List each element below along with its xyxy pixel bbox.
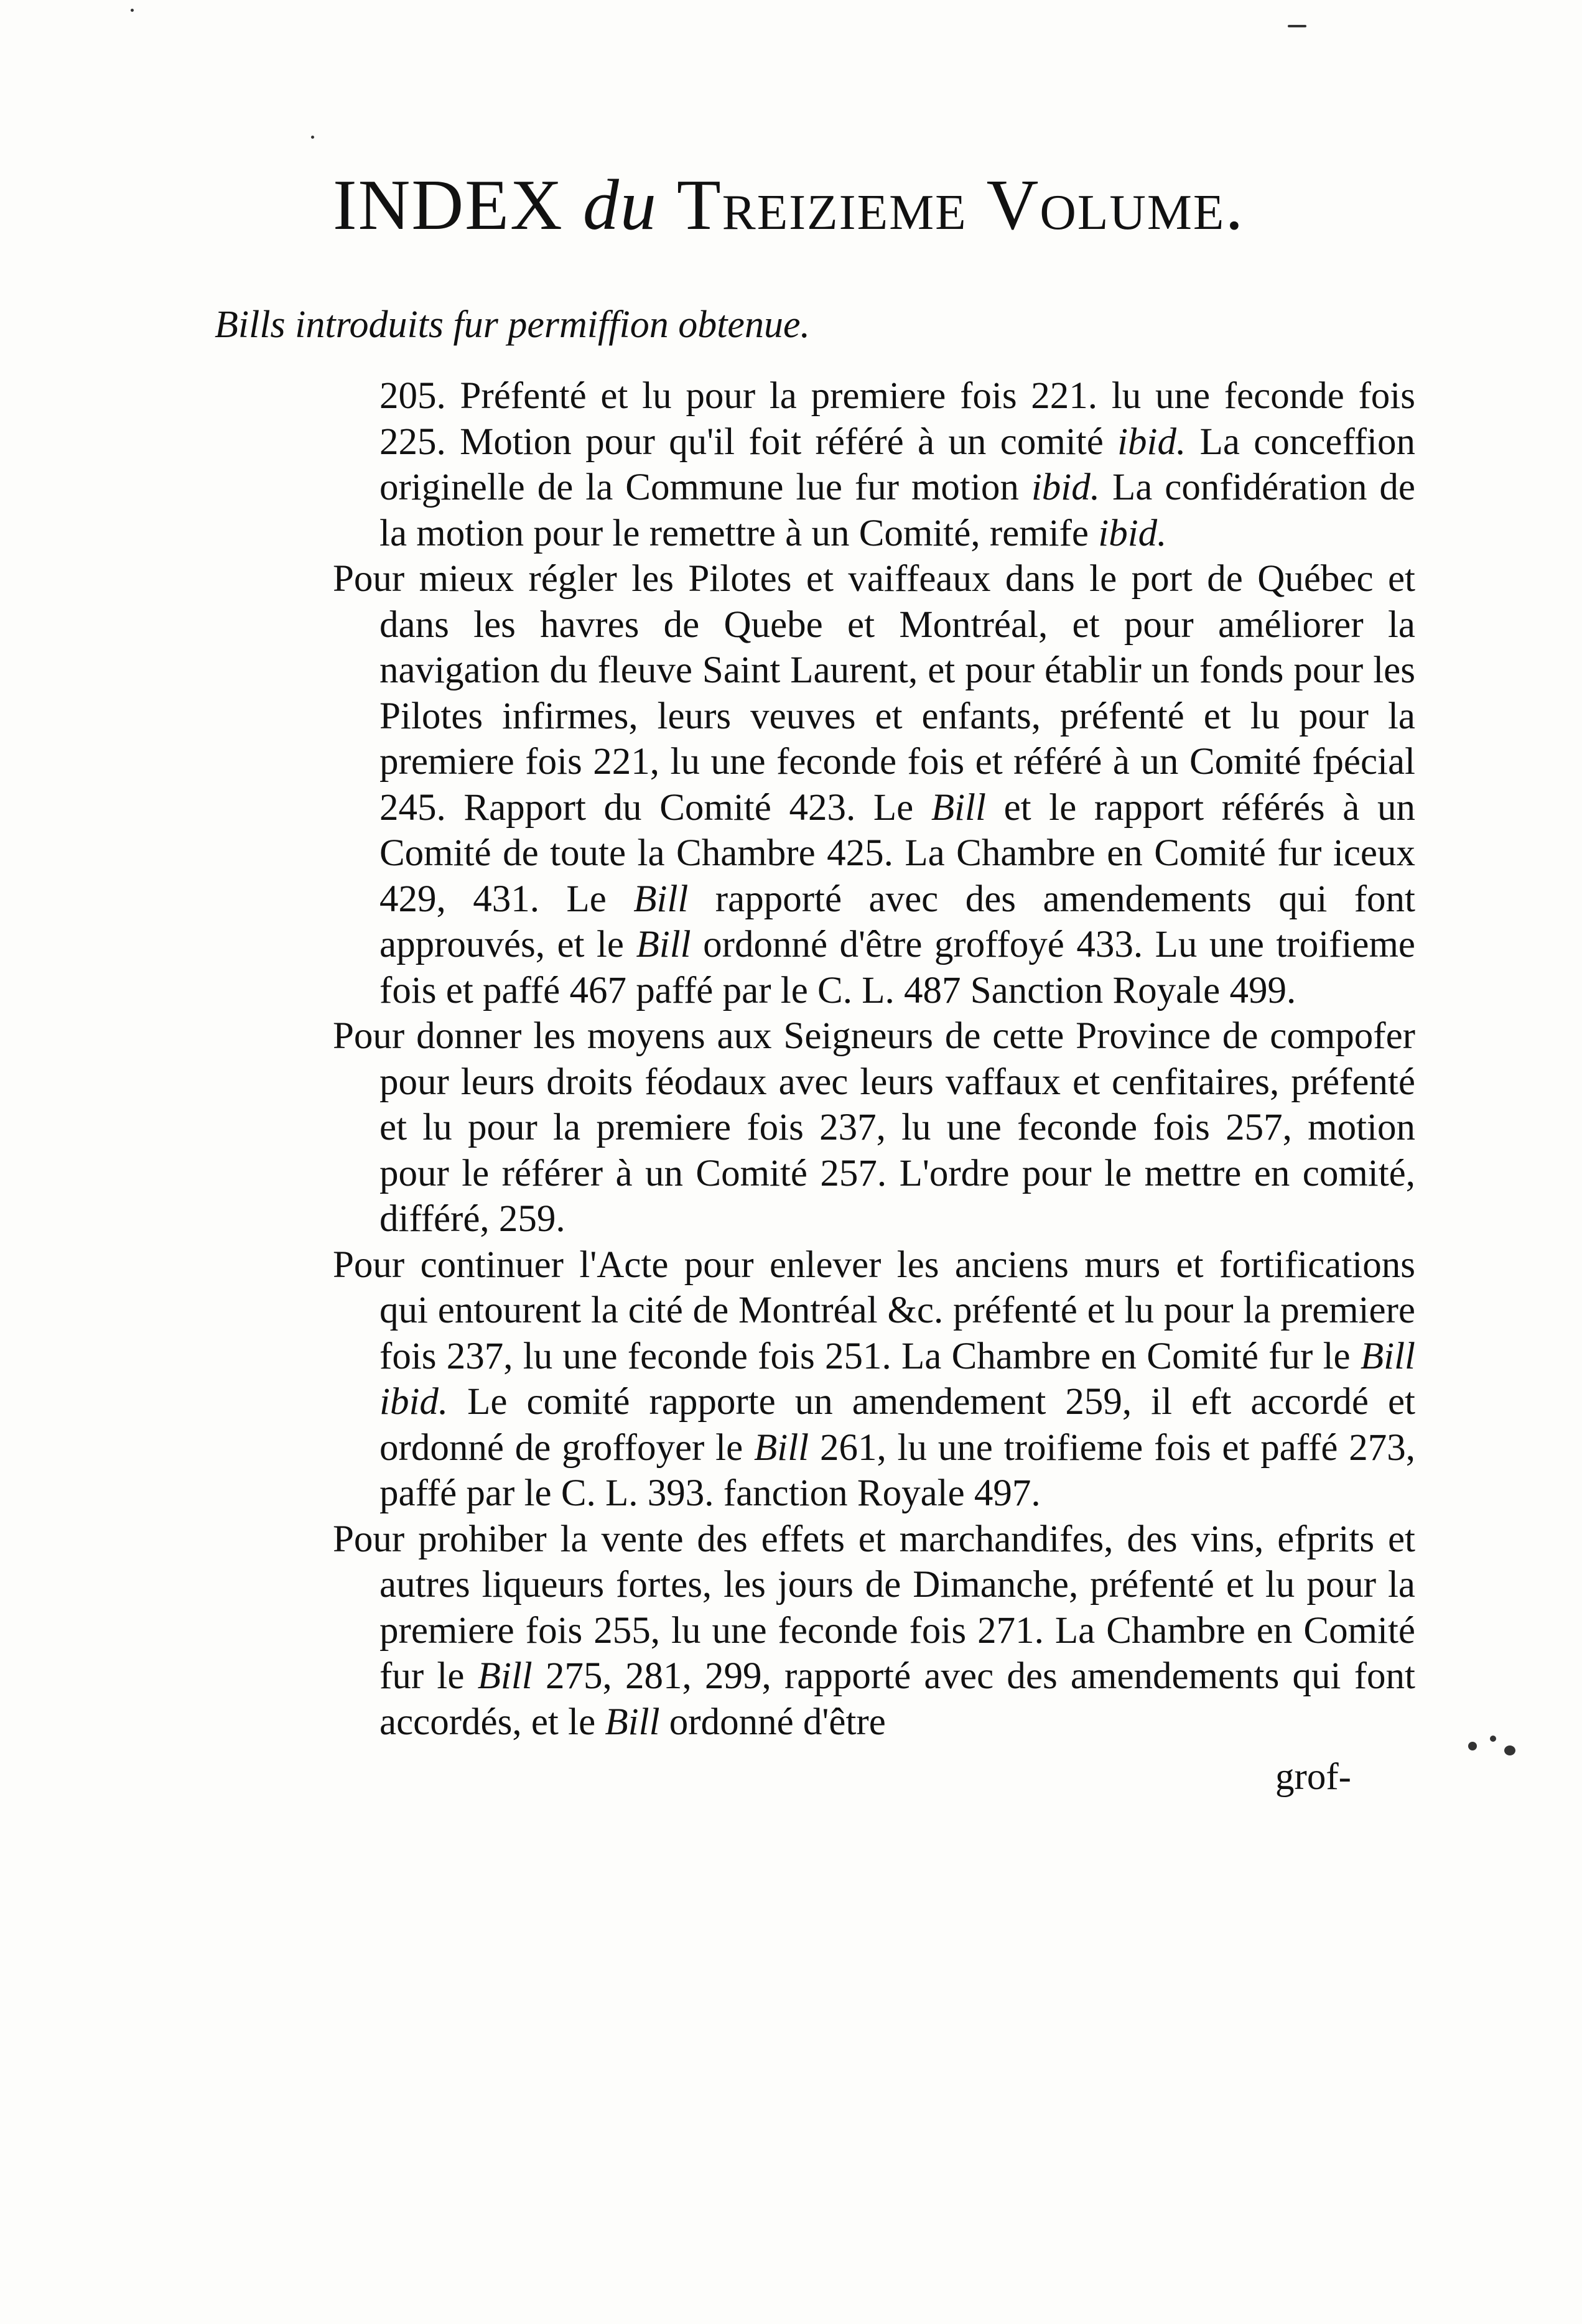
ink-speck: [1504, 1745, 1515, 1755]
title-treizieme: Treizieme: [676, 165, 967, 245]
title-volume: Volume.: [986, 165, 1245, 245]
entry-text: La conceffion originelle de la Commune lue fur motion: [379, 421, 1415, 508]
entry-text: Le comité rapporte un amendement 259, il eft accordé et ordonné de groffoyer le: [379, 1381, 1415, 1469]
catchword: grof-: [1275, 1756, 1351, 1798]
entry-text: ordonné d'être groffoyé 433. Lu une troifieme fois et paffé 467 paffé par le C. L. 487 Sanction Royale 499.: [379, 924, 1416, 1011]
entry-italic-text: ibid.: [1098, 512, 1167, 554]
entry-text: Pour continuer l'Acte pour enlever les anciens murs et fortifications qui entourent la cité de Montréal &c. préfenté et lu pour la premiere fois 237, lu une feconde fois 251. La Chambre en Comité fur le: [333, 1243, 1415, 1377]
ink-speck: [131, 9, 134, 12]
page-title: [333, 162, 1353, 249]
section-heading: Bills introduits fur permiffion obtenue.: [215, 304, 810, 346]
entry-italic-text: ibid.: [1117, 421, 1186, 463]
entry-italic-text: Bill: [477, 1655, 533, 1697]
entry-italic-text: Bill: [754, 1426, 809, 1469]
ink-speck: [311, 136, 314, 139]
index-entry: [333, 556, 1415, 1013]
entry-text: et le rapport référés à un Comité de toute la Chambre 425. La Chambre en Comité fur iceux 429, 431. Le: [379, 786, 1415, 920]
entry-text: 261, lu une troifieme fois et paffé 273, paffé par le C. L. 393. fanction Royale 497.: [379, 1426, 1415, 1514]
index-entry: [333, 1517, 1415, 1745]
entry-text: Pour prohiber la vente des effets et marchandifes, des vins, efprits et autres liqueurs fortes, les jours de Dimanche, préfenté et lu pour la premiere fois 255, lu une feconde fois 271. La Chambre en Comité fur le: [333, 1518, 1415, 1697]
entry-italic-text: Bill: [633, 878, 689, 920]
entry-text: 275, 281, 299, rapporté avec des amendements qui font accordés, et le: [379, 1655, 1415, 1743]
entry-text: Pour donner les moyens aux Seigneurs de cette Province de compofer pour leurs droits féodaux avec leurs vaffaux et cenfitaires, préfenté et lu pour la premiere fois 237, lu une feconde fois 257, motion pour le référer à un Comité 257. L'ordre pour le mettre en comité, différé, 259.: [333, 1015, 1415, 1240]
title-index: INDEX: [333, 165, 564, 245]
entry-italic-text: ibid.: [1031, 467, 1100, 508]
entry-italic-text: Bill ibid.: [379, 1335, 1415, 1423]
entry-text: rapporté avec des amendements qui font approuvés, et le: [379, 878, 1415, 965]
index-entry: [333, 1242, 1415, 1517]
ink-speck: [1468, 1742, 1477, 1750]
entry-text: Pour mieux régler les Pilotes et vaiffeaux dans le port de Québec et dans les havres de Quebe et Montréal, et pour améliorer la navigation du fleuve Saint Laurent, et pour établir un fonds pour les Pilotes infirmes, leurs veuves et enfants, préfenté et lu pour la premiere fois 221, lu une feconde fois et référé à un Comité fpécial 245. Rapport du Comité 423. Le: [333, 558, 1415, 829]
entry-italic-text: Bill: [931, 786, 986, 829]
index-entry-continuation: [333, 373, 1415, 556]
entry-text: La confidération de la motion pour le remettre à un Comité, remife: [379, 467, 1415, 554]
title-du: du: [582, 165, 658, 245]
entry-italic-text: Bill: [636, 924, 691, 965]
ink-speck: [1490, 1736, 1496, 1742]
index-entry: [333, 1013, 1415, 1242]
entry-text: 205. Préfenté et lu pour la premiere fois 221. lu une feconde fois 225. Motion pour qu'il foit référé à un comité: [379, 375, 1415, 463]
entry-italic-text: Bill: [605, 1701, 660, 1743]
ink-speck: [1288, 25, 1306, 27]
entry-text: ordonné d'être: [659, 1701, 886, 1743]
index-entries: [333, 373, 1415, 1745]
